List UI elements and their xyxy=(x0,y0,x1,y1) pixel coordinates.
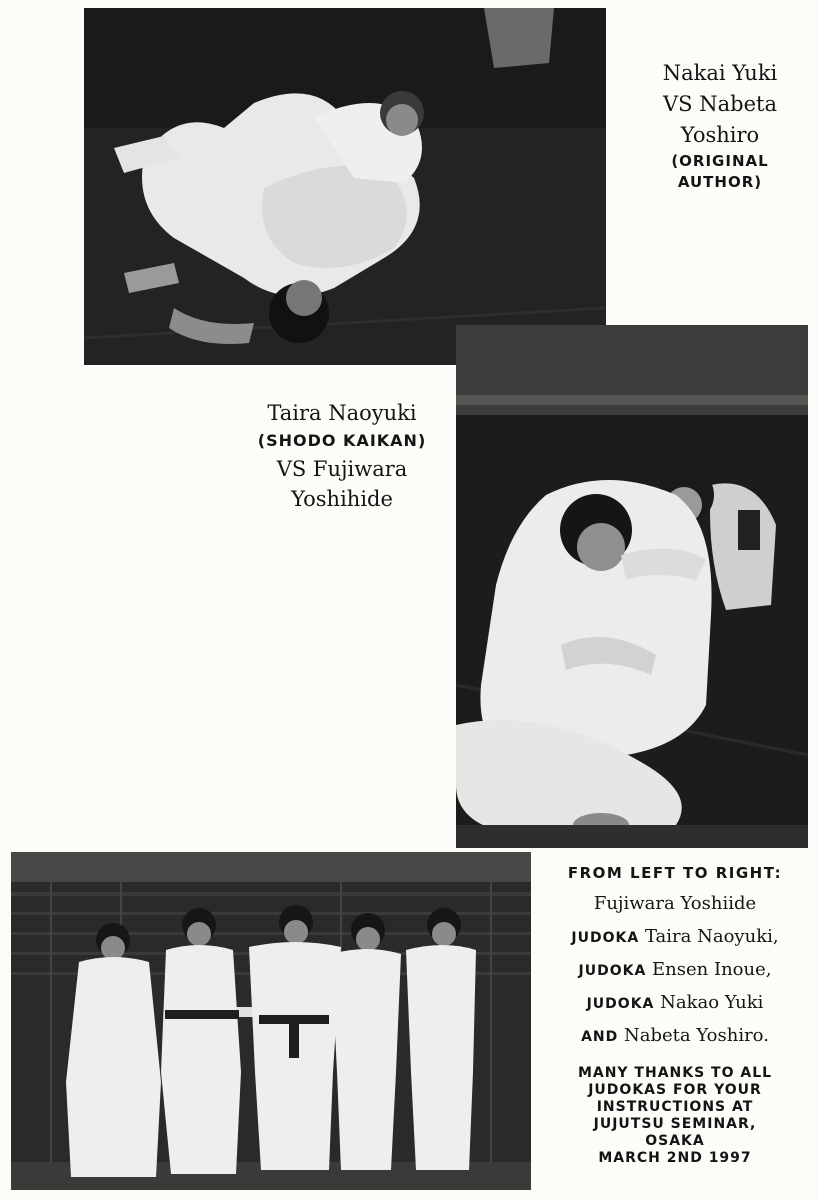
caption-top-line1: Nakai Yuki xyxy=(662,61,778,85)
caption-top-note1: (ORIGINAL xyxy=(671,152,769,170)
thanks-line: INSTRUCTIONS AT xyxy=(596,1099,754,1115)
caption-top-match xyxy=(620,58,818,193)
caption-bot-name-row xyxy=(538,888,812,921)
thanks-line: OSAKA xyxy=(645,1133,705,1149)
caption-middle-match xyxy=(232,398,452,514)
caption-mid-line3: Yoshihide xyxy=(291,487,393,511)
photo-seated-choke xyxy=(456,325,808,848)
name-prefix: JUDOKA xyxy=(578,963,647,979)
caption-group-lineup xyxy=(538,858,812,1167)
name-text: Nabeta Yoshiro. xyxy=(623,1025,769,1046)
thanks-line: MARCH 2ND 1997 xyxy=(598,1150,752,1166)
caption-top-line2: VS Nabeta xyxy=(663,92,777,116)
name-text: Nakao Yuki xyxy=(660,992,764,1013)
caption-bot-name-row xyxy=(538,987,812,1020)
caption-mid-line1: Taira Naoyuki xyxy=(267,401,417,425)
caption-bot-name-row xyxy=(538,954,812,987)
caption-bot-heading: FROM LEFT TO RIGHT: xyxy=(567,864,783,882)
caption-mid-line2: VS Fujiwara xyxy=(276,457,408,481)
photo-group-portrait xyxy=(11,852,531,1190)
caption-bot-name-row xyxy=(538,1020,812,1053)
name-prefix: JUDOKA xyxy=(571,930,640,946)
caption-bot-name-row xyxy=(538,921,812,954)
caption-bot-thanks xyxy=(538,1065,812,1167)
caption-top-line3: Yoshiro xyxy=(680,123,760,147)
caption-top-note2: AUTHOR) xyxy=(677,173,763,191)
thanks-line: JUJUTSU SEMINAR, xyxy=(593,1116,757,1132)
name-text: Fujiwara Yoshiide xyxy=(593,893,757,914)
photo-groundwork-pin xyxy=(84,8,606,365)
name-text: Ensen Inoue, xyxy=(652,959,772,980)
name-text: Taira Naoyuki, xyxy=(644,926,779,947)
name-prefix: AND xyxy=(581,1029,619,1045)
caption-mid-note: (SHODO KAIKAN) xyxy=(257,431,427,450)
thanks-line: MANY THANKS TO ALL xyxy=(577,1065,773,1081)
thanks-line: JUDOKAS FOR YOUR xyxy=(588,1082,762,1098)
name-prefix: JUDOKA xyxy=(586,996,655,1012)
